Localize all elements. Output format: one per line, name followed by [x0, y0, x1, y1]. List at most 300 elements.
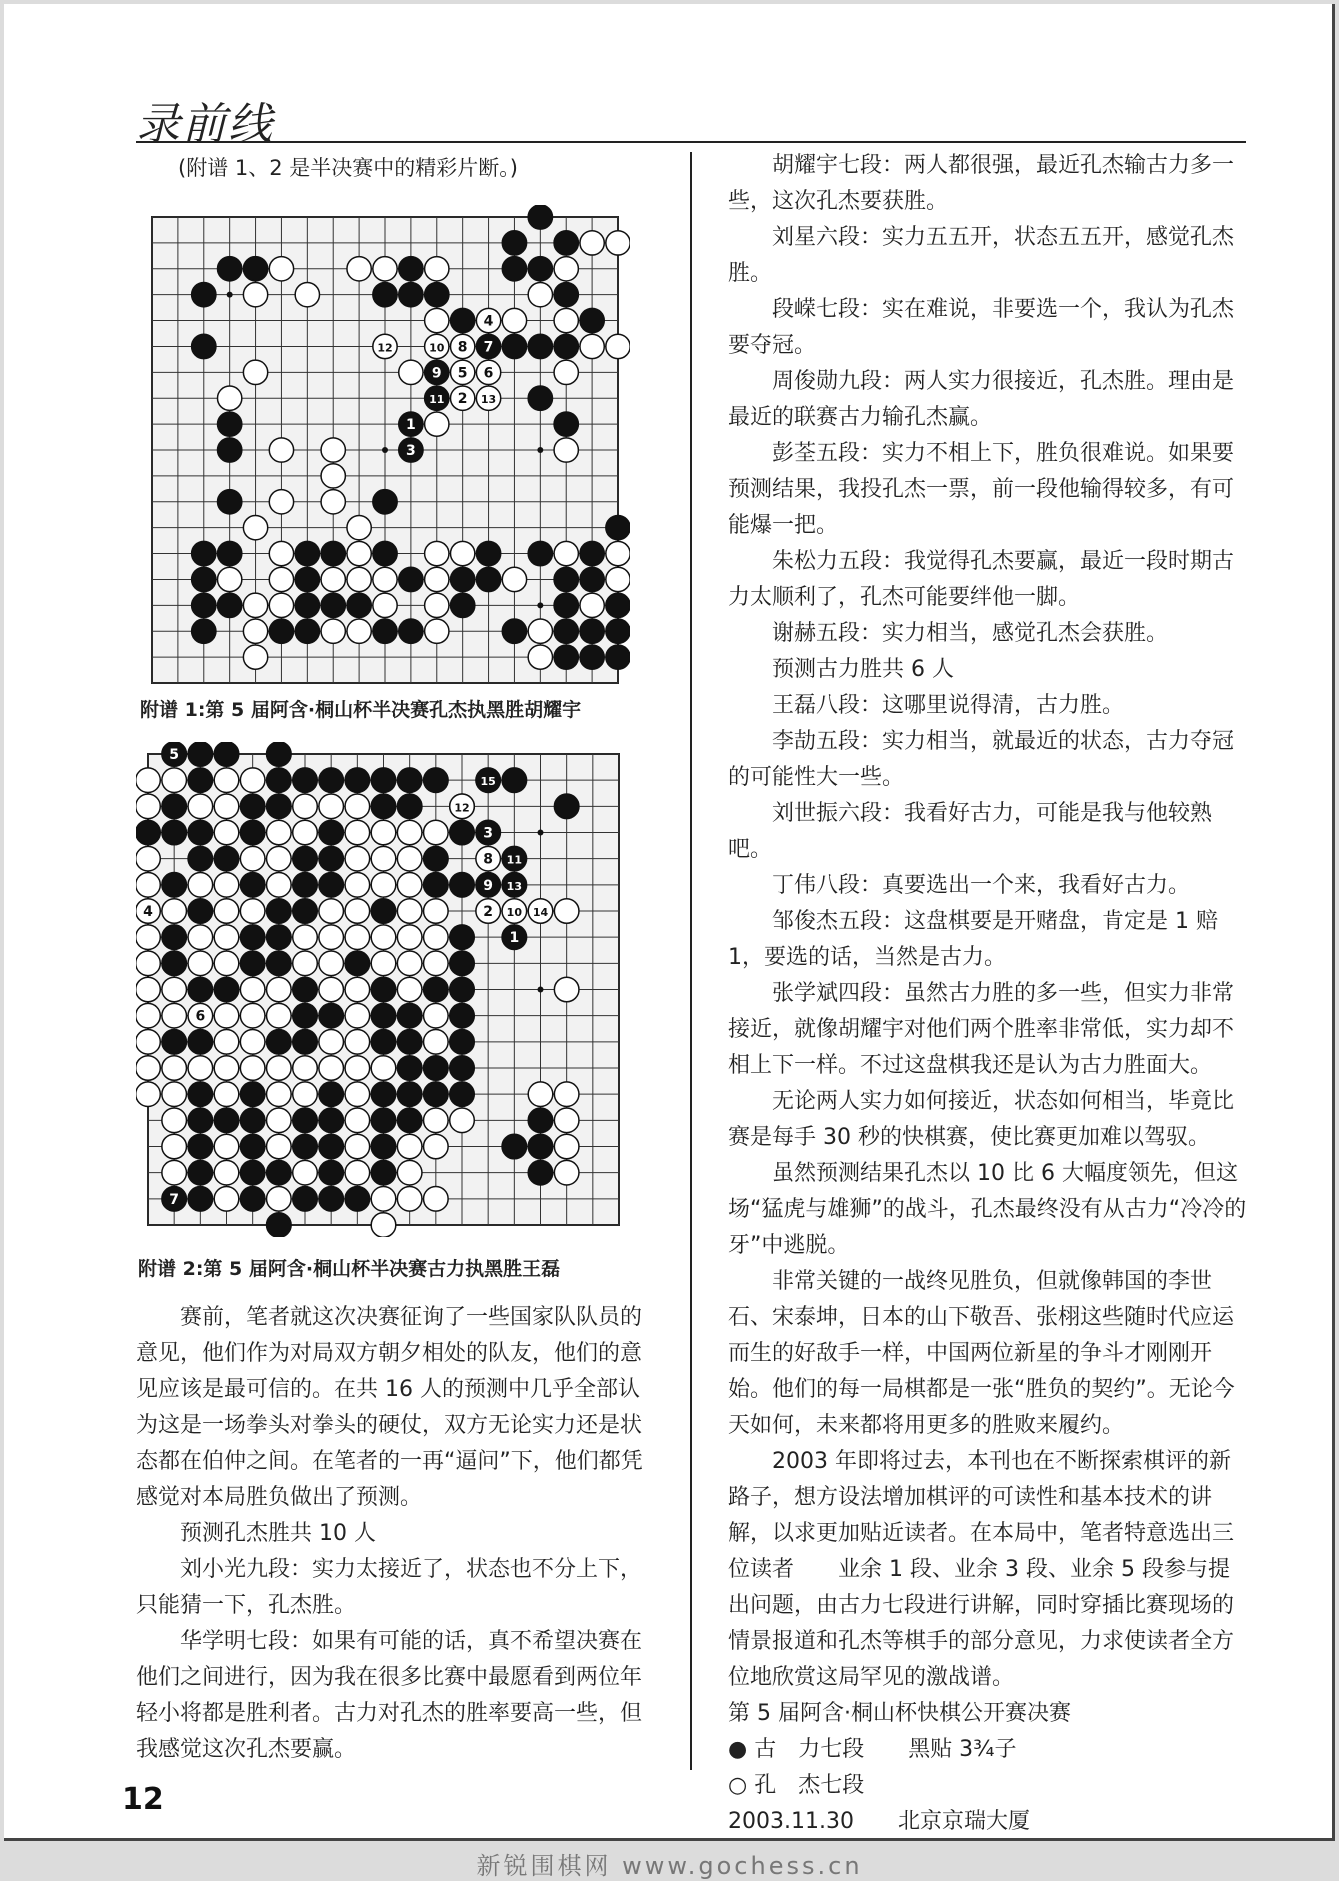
black-stone — [580, 645, 604, 669]
white-stone — [425, 541, 449, 565]
black-stone — [371, 977, 396, 1002]
move-number: 7 — [483, 339, 494, 356]
black-stone — [450, 1056, 475, 1081]
paragraph: 朱松力五段：我觉得孔杰要赢，最近一段时期古力太顺利了，孔杰可能要绊他一脚。 — [728, 549, 1235, 610]
white-stone — [214, 873, 239, 898]
white-stone — [397, 925, 422, 950]
white-stone — [267, 1108, 292, 1133]
white-player: ○ 孔 杰七段 — [728, 1773, 865, 1798]
black-stone — [554, 593, 578, 617]
white-stone — [345, 1056, 370, 1081]
white-stone — [371, 925, 396, 950]
white-stone — [319, 899, 344, 924]
white-stone — [319, 977, 344, 1002]
white-stone — [214, 1187, 239, 1212]
white-stone — [214, 794, 239, 819]
white-stone — [345, 1108, 370, 1133]
white-stone — [424, 1134, 449, 1159]
white-stone — [267, 873, 292, 898]
black-stone — [188, 846, 213, 871]
black-stone — [450, 951, 475, 976]
white-stone — [214, 768, 239, 793]
black-stone — [554, 231, 578, 255]
white-stone — [217, 386, 241, 410]
white-stone — [554, 1108, 579, 1133]
white-stone — [321, 464, 345, 488]
white-stone — [319, 1056, 344, 1081]
black-stone — [528, 1160, 553, 1185]
white-stone — [240, 846, 265, 871]
white-stone — [136, 1030, 160, 1055]
black-stone — [214, 1108, 239, 1133]
black-stone — [240, 873, 265, 898]
black-stone — [450, 820, 475, 845]
black-stone — [240, 1160, 265, 1185]
white-stone — [425, 257, 449, 281]
black-stone — [554, 334, 578, 358]
black-stone — [267, 768, 292, 793]
black-stone — [424, 1056, 449, 1081]
black-stone — [450, 1003, 475, 1028]
white-stone — [371, 820, 396, 845]
date-place: 2003.11.30 北京京瑞大厦 — [728, 1809, 1030, 1834]
black-stone — [580, 308, 604, 332]
black-stone — [162, 951, 187, 976]
white-stone — [345, 925, 370, 950]
white-stone — [554, 1082, 579, 1107]
move-number: 13 — [480, 393, 497, 407]
white-stone — [240, 977, 265, 1002]
black-stone — [528, 1134, 553, 1159]
paragraph: 彭荃五段：实力不相上下，胜负很难说。如果要预测结果，我投孔杰一票，前一段他输得较多，有可能爆一把。 — [728, 441, 1235, 538]
white-stone — [293, 794, 318, 819]
black-stone — [295, 541, 319, 565]
black-stone — [528, 205, 552, 229]
black-stone — [424, 1082, 449, 1107]
black-stone — [214, 977, 239, 1002]
move-number: 6 — [195, 1008, 206, 1025]
white-stone — [528, 645, 552, 669]
white-stone — [243, 282, 267, 306]
black-stone — [267, 1030, 292, 1055]
paragraph: 预测孔杰胜共 10 人 — [180, 1521, 376, 1546]
black-stone — [188, 1030, 213, 1055]
white-stone — [243, 360, 267, 384]
white-stone — [269, 257, 293, 281]
left-column — [136, 1300, 656, 1768]
black-stone — [240, 1134, 265, 1159]
white-stone — [214, 1082, 239, 1107]
move-number: 12 — [454, 801, 470, 815]
black-stone — [397, 1108, 422, 1133]
white-stone — [373, 593, 397, 617]
white-stone — [371, 873, 396, 898]
white-stone — [240, 1003, 265, 1028]
white-stone — [136, 1003, 160, 1028]
white-stone — [554, 438, 578, 462]
white-stone — [162, 768, 187, 793]
black-stone — [554, 645, 578, 669]
white-stone — [424, 1187, 449, 1212]
white-stone — [606, 541, 630, 565]
black-stone — [399, 619, 423, 643]
white-stone — [243, 645, 267, 669]
white-stone — [269, 567, 293, 591]
black-stone — [554, 282, 578, 306]
white-stone — [424, 1108, 449, 1133]
white-stone — [295, 282, 319, 306]
move-number: 5 — [169, 747, 180, 763]
white-stone — [240, 768, 265, 793]
white-stone — [293, 925, 318, 950]
white-stone — [214, 1003, 239, 1028]
white-stone — [214, 820, 239, 845]
black-stone — [214, 846, 239, 871]
black-stone — [188, 768, 213, 793]
white-stone — [371, 1056, 396, 1081]
black-stone — [319, 1108, 344, 1133]
paragraph: 刘小光九段：实力太接近了，状态也不分上下，只能猜一下，孔杰胜。 — [136, 1557, 643, 1618]
star-point — [537, 602, 543, 608]
white-stone — [345, 794, 370, 819]
black-stone — [450, 593, 474, 617]
black-stone — [528, 541, 552, 565]
white-stone — [214, 1030, 239, 1055]
black-stone — [293, 977, 318, 1002]
black-stone — [243, 257, 267, 281]
black-stone — [192, 567, 216, 591]
white-stone — [345, 873, 370, 898]
black-stone — [293, 1003, 318, 1028]
black-stone — [345, 768, 370, 793]
black-stone — [554, 619, 578, 643]
black-stone — [476, 541, 500, 565]
black-stone — [293, 1134, 318, 1159]
white-stone — [371, 846, 396, 871]
paragraph: 谢赫五段：实力相当，感觉孔杰会获胜。 — [772, 621, 1169, 646]
white-stone — [269, 438, 293, 462]
white-stone — [424, 1030, 449, 1055]
black-stone — [345, 951, 370, 976]
white-stone — [136, 925, 160, 950]
white-stone — [188, 794, 213, 819]
paragraph: 华学明七段：如果有可能的话，真不希望决赛在他们之间进行，因为我在很多比赛中最愿看到两位年轻小将都是胜利者。古力对孔杰的胜率要高一些，但我感觉这次孔杰要赢。 — [136, 1629, 643, 1762]
black-stone — [188, 1160, 213, 1185]
black-stone — [319, 768, 344, 793]
black-stone — [267, 1160, 292, 1185]
black-stone — [397, 1030, 422, 1055]
black-stone — [450, 1030, 475, 1055]
white-stone — [371, 951, 396, 976]
black-stone — [162, 925, 187, 950]
white-stone — [347, 541, 371, 565]
black-stone — [162, 1030, 187, 1055]
paragraph: 虽然预测结果孔杰以 10 比 6 大幅度领先，但这场“猛虎与雄狮”的战斗，孔杰最终没有从古力“冷冷的牙”中逃脱。 — [728, 1161, 1247, 1258]
white-stone — [136, 977, 160, 1002]
black-stone — [319, 846, 344, 871]
white-stone — [319, 951, 344, 976]
white-stone — [214, 951, 239, 976]
black-stone — [293, 846, 318, 871]
white-stone — [267, 1082, 292, 1107]
white-stone — [397, 1160, 422, 1185]
black-stone — [214, 742, 239, 766]
black-stone — [371, 794, 396, 819]
move-number: 10 — [429, 341, 445, 355]
paragraph: 丁伟八段：真要选出一个来，我看好古力。 — [772, 873, 1191, 898]
black-stone — [293, 1108, 318, 1133]
black-stone — [293, 873, 318, 898]
black-stone — [450, 977, 475, 1002]
black-stone — [502, 768, 527, 793]
black-stone — [373, 619, 397, 643]
white-stone — [397, 951, 422, 976]
white-stone — [214, 1056, 239, 1081]
white-stone — [450, 541, 474, 565]
white-stone — [136, 1082, 160, 1107]
white-stone — [606, 567, 630, 591]
black-stone — [188, 977, 213, 1002]
white-stone — [243, 619, 267, 643]
white-stone — [269, 593, 293, 617]
white-stone — [347, 619, 371, 643]
white-stone — [528, 282, 552, 306]
black-stone — [606, 593, 630, 617]
white-stone — [240, 1056, 265, 1081]
black-stone — [293, 899, 318, 924]
black-stone — [347, 593, 371, 617]
black-stone — [240, 820, 265, 845]
white-stone — [554, 1134, 579, 1159]
footer-watermark: 新锐围棋网 www.gochess.cn — [476, 1852, 863, 1880]
white-stone — [425, 308, 449, 332]
black-stone — [580, 619, 604, 643]
white-stone — [136, 1056, 160, 1081]
move-number: 4 — [143, 904, 153, 920]
white-stone — [554, 308, 578, 332]
black-stone — [371, 1003, 396, 1028]
white-stone — [371, 1213, 396, 1237]
white-stone — [136, 873, 160, 898]
black-stone — [267, 951, 292, 976]
black-stone — [267, 794, 292, 819]
white-stone — [345, 899, 370, 924]
move-number: 3 — [406, 443, 416, 459]
black-stone — [240, 1187, 265, 1212]
white-stone — [345, 1030, 370, 1055]
white-stone — [319, 925, 344, 950]
white-stone — [424, 925, 449, 950]
white-stone — [267, 1187, 292, 1212]
white-stone — [371, 1187, 396, 1212]
black-stone — [502, 231, 526, 255]
black-stone — [295, 567, 319, 591]
move-number: 4 — [483, 313, 494, 330]
paragraph: 无论两人实力如何接近，状态如何相当，毕竟比赛是每手 30 秒的快棋赛，使比赛更加难以驾驭。 — [728, 1089, 1235, 1150]
paragraph: 李劼五段：实力相当，就最近的状态，古力夺冠的可能性大一些。 — [728, 729, 1235, 790]
white-stone — [188, 951, 213, 976]
white-stone — [580, 231, 604, 255]
white-stone — [347, 257, 371, 281]
white-stone — [267, 977, 292, 1002]
white-stone — [397, 846, 422, 871]
white-stone — [528, 619, 552, 643]
white-stone — [425, 593, 449, 617]
white-stone — [345, 1160, 370, 1185]
black-stone — [397, 768, 422, 793]
black-stone — [267, 925, 292, 950]
white-stone — [243, 593, 267, 617]
page-number: 12 — [122, 1782, 164, 1817]
black-stone — [450, 873, 475, 898]
white-stone — [606, 334, 630, 358]
black-player: ● 古 力七段 黑贴 3¾子 — [728, 1737, 1017, 1762]
black-stone — [293, 1030, 318, 1055]
white-stone — [425, 412, 449, 436]
black-stone — [192, 541, 216, 565]
white-stone — [162, 1108, 187, 1133]
white-stone — [345, 1134, 370, 1159]
black-stone — [399, 257, 423, 281]
black-stone — [450, 925, 475, 950]
black-stone — [502, 257, 526, 281]
white-stone — [606, 231, 630, 255]
black-stone — [240, 1108, 265, 1133]
white-stone — [425, 619, 449, 643]
paragraph: 预测古力胜共 6 人 — [772, 657, 954, 682]
white-stone — [554, 899, 579, 924]
figure1-caption: 附谱 1:第 5 届阿含·桐山杯半决赛孔杰执黑胜胡耀宇 — [140, 699, 582, 721]
star-point — [537, 447, 543, 453]
white-stone — [321, 619, 345, 643]
white-stone — [162, 1082, 187, 1107]
white-stone — [425, 567, 449, 591]
white-stone — [347, 567, 371, 591]
black-stone — [319, 1082, 344, 1107]
black-stone — [424, 768, 449, 793]
white-stone — [554, 360, 578, 384]
black-stone — [217, 438, 241, 462]
white-stone — [554, 1160, 579, 1185]
black-stone — [136, 820, 160, 845]
black-stone — [345, 1187, 370, 1212]
black-stone — [188, 1108, 213, 1133]
white-stone — [373, 567, 397, 591]
black-stone — [502, 1134, 527, 1159]
black-stone — [192, 619, 216, 643]
black-stone — [450, 567, 474, 591]
black-stone — [606, 645, 630, 669]
black-stone — [580, 567, 604, 591]
black-stone — [399, 282, 423, 306]
white-stone — [345, 977, 370, 1002]
move-number: 9 — [483, 877, 494, 894]
white-stone — [240, 1030, 265, 1055]
white-stone — [397, 1187, 422, 1212]
black-stone — [373, 282, 397, 306]
black-stone — [293, 768, 318, 793]
white-stone — [293, 1160, 318, 1185]
move-number: 6 — [483, 365, 494, 382]
black-stone — [188, 1082, 213, 1107]
black-stone — [502, 619, 526, 643]
black-stone — [450, 308, 474, 332]
black-stone — [371, 1160, 396, 1185]
white-stone — [528, 1082, 553, 1107]
black-stone — [319, 1187, 344, 1212]
white-stone — [321, 438, 345, 462]
move-number: 11 — [506, 853, 522, 867]
white-stone — [397, 899, 422, 924]
black-stone — [321, 593, 345, 617]
paragraph: 胡耀宇七段：两人都很强，最近孔杰输古力多一些，这次孔杰要获胜。 — [728, 153, 1235, 214]
paragraph: 刘星六段：实力五五开，状态五五开，感觉孔杰胜。 — [728, 225, 1235, 286]
go-board-2 — [136, 742, 631, 1237]
white-stone — [319, 1030, 344, 1055]
black-stone — [162, 873, 187, 898]
move-number: 8 — [457, 339, 468, 356]
black-stone — [371, 1030, 396, 1055]
white-stone — [243, 515, 267, 539]
white-stone — [267, 1134, 292, 1159]
black-stone — [217, 490, 241, 514]
black-stone — [188, 1134, 213, 1159]
white-stone — [293, 951, 318, 976]
paragraph: 刘世振六段：我看好古力，可能是我与他较熟吧。 — [728, 801, 1213, 862]
move-number: 13 — [506, 879, 522, 893]
paragraph: 王磊八段：这哪里说得清，古力胜。 — [772, 693, 1125, 718]
white-stone — [217, 567, 241, 591]
black-stone — [397, 794, 422, 819]
white-stone — [399, 360, 423, 384]
game-title: 第 5 届阿含·桐山杯快棋公开赛决赛 — [728, 1701, 1071, 1726]
black-stone — [424, 873, 449, 898]
black-stone — [321, 541, 345, 565]
white-stone — [162, 1160, 187, 1185]
black-stone — [188, 742, 213, 766]
paragraph: 赛前，笔者就这次决赛征询了一些国家队队员的意见，他们作为对局双方朝夕相处的队友，他们的意见应该是最可信的。在共 16 人的预测中几乎全部认为这是一场拳头对拳头的硬仗，双方无论实力还是状态都在伯仲之间。在笔者的一再“逼问”下，他们都凭感觉对本局胜负做出了预测。 — [136, 1305, 643, 1510]
black-stone — [424, 846, 449, 871]
white-stone — [424, 899, 449, 924]
move-number: 2 — [457, 391, 468, 408]
paragraph: 邹俊杰五段：这盘棋要是开赌盘，肯定是 1 赔 1，要选的话，当然是古力。 — [728, 909, 1218, 970]
black-stone — [606, 515, 630, 539]
black-stone — [528, 334, 552, 358]
black-stone — [192, 282, 216, 306]
black-stone — [240, 951, 265, 976]
white-stone — [345, 1082, 370, 1107]
white-stone — [424, 1003, 449, 1028]
black-stone — [554, 412, 578, 436]
move-number: 7 — [169, 1191, 180, 1208]
white-stone — [267, 1003, 292, 1028]
black-stone — [319, 1003, 344, 1028]
black-stone — [554, 794, 579, 819]
white-stone — [240, 899, 265, 924]
white-stone — [269, 541, 293, 565]
white-stone — [214, 1134, 239, 1159]
white-stone — [319, 794, 344, 819]
black-stone — [397, 1056, 422, 1081]
move-number: 8 — [483, 851, 494, 868]
black-stone — [217, 593, 241, 617]
figure-intro: (附谱 1、2 是半决赛中的精彩片断。) — [178, 156, 518, 180]
white-stone — [214, 899, 239, 924]
white-stone — [267, 820, 292, 845]
black-stone — [162, 820, 187, 845]
white-stone — [162, 899, 187, 924]
white-stone — [345, 820, 370, 845]
